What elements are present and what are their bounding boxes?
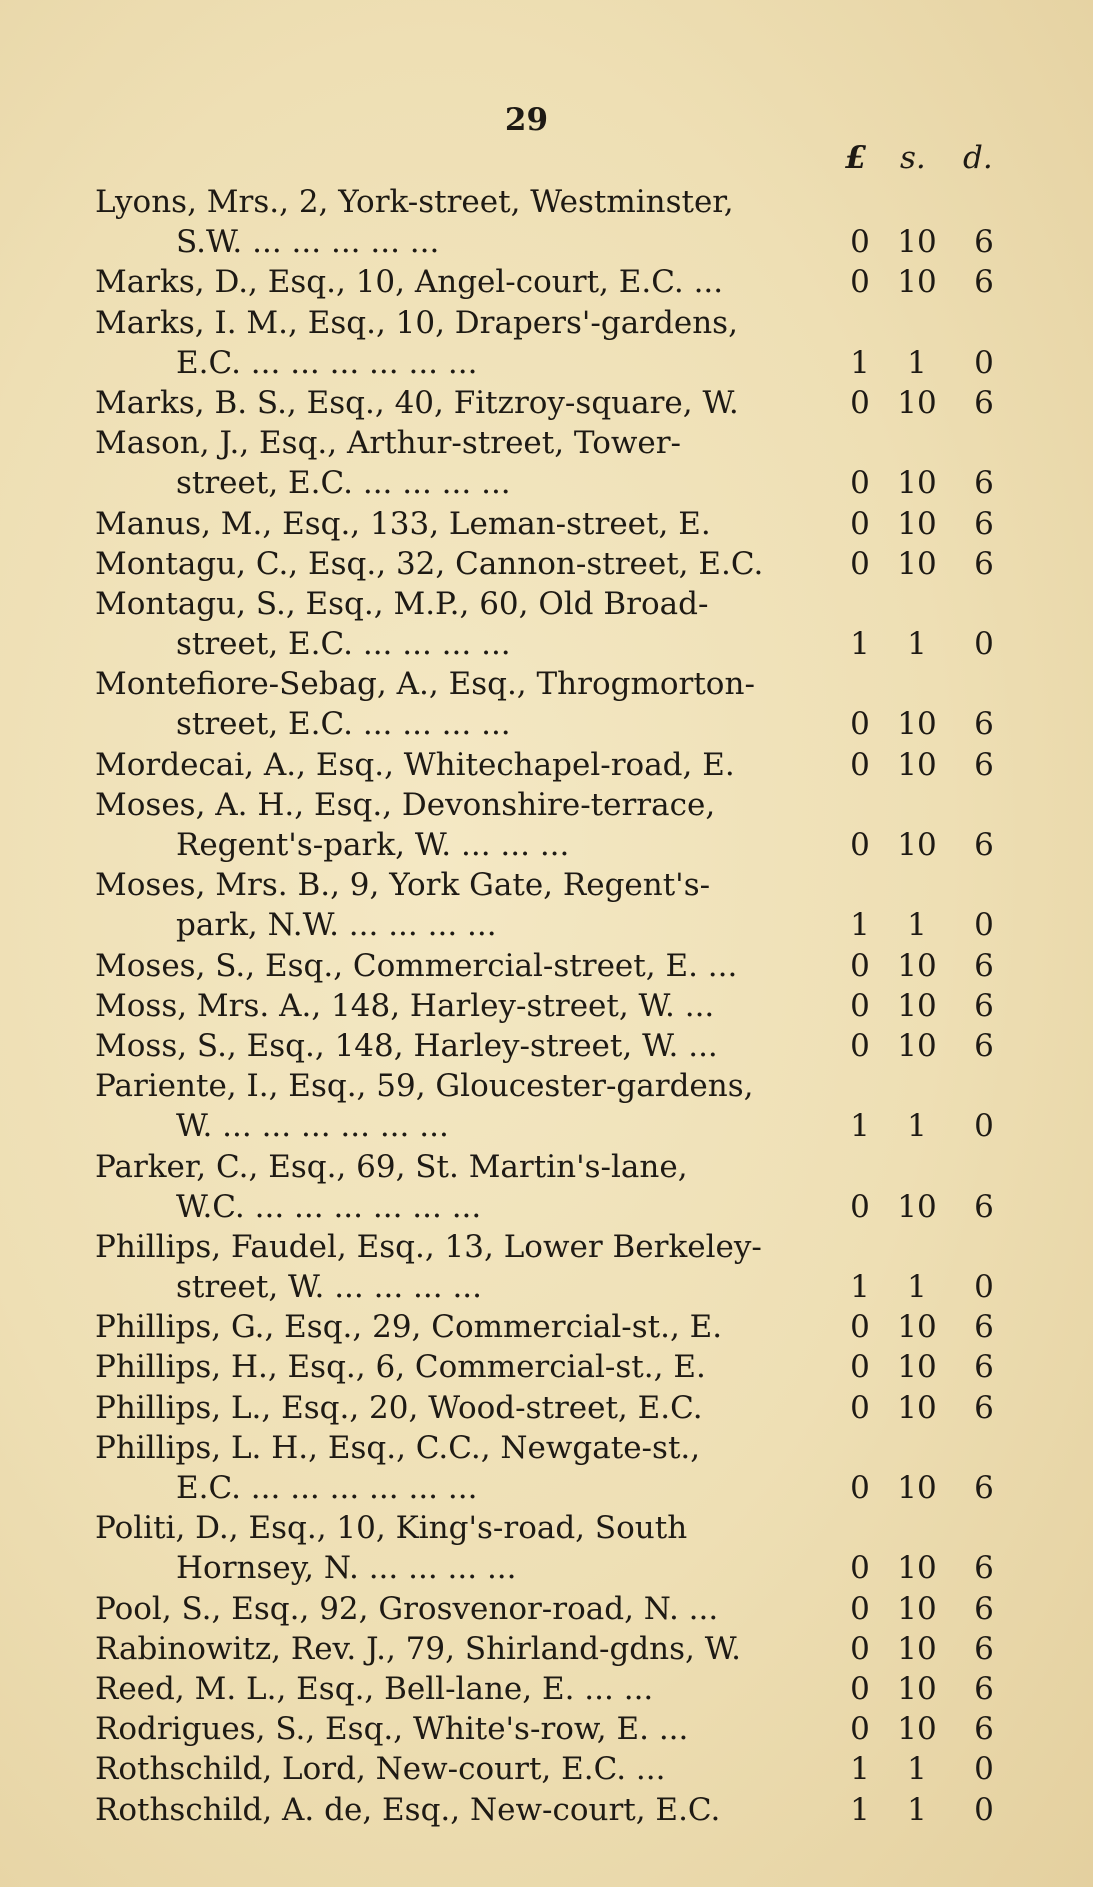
amount-pence: 6 xyxy=(974,1711,994,1748)
list-line xyxy=(0,1106,1093,1146)
amount-pounds: 0 xyxy=(850,706,870,743)
amount-pence: 6 xyxy=(974,505,994,542)
amount-pence: 6 xyxy=(974,1550,994,1587)
amount-shillings: 10 xyxy=(897,987,937,1024)
amount-pence: 6 xyxy=(974,264,994,301)
amount-pence: 0 xyxy=(974,1269,994,1306)
page-number: 29 xyxy=(504,102,549,138)
entry-text: street, E.C. ... ... ... ... xyxy=(176,706,511,743)
amount-pounds: 0 xyxy=(850,827,870,863)
list-line xyxy=(0,423,1093,463)
list-line xyxy=(0,1307,1093,1347)
list-line xyxy=(0,504,1093,544)
entry-text: Hornsey, N. ... ... ... ... xyxy=(176,1550,517,1587)
amount-pence: 6 xyxy=(974,1188,994,1225)
list-line xyxy=(0,1548,1093,1588)
amount-pounds: 0 xyxy=(850,1590,870,1627)
list-line xyxy=(0,745,1093,785)
amount-shillings: 10 xyxy=(897,706,937,743)
entry-text: W. ... ... ... ... ... ... xyxy=(176,1108,449,1145)
amount-pounds: 1 xyxy=(850,626,870,663)
list-line xyxy=(0,182,1093,222)
amount-pence: 6 xyxy=(974,1630,994,1667)
entry-text: Moses, S., Esq., Commercial-street, E. ... xyxy=(95,947,738,984)
amount-shillings: 1 xyxy=(907,907,927,944)
entry-text: Phillips, G., Esq., 29, Commercial-st., E. xyxy=(95,1309,723,1346)
amount-pence: 6 xyxy=(974,1470,994,1506)
list-line xyxy=(0,865,1093,905)
amount-pence: 0 xyxy=(974,626,994,663)
entry-text: Reed, M. L., Esq., Bell-lane, E. ... ... xyxy=(95,1670,654,1707)
entry-text: park, N.W. ... ... ... ... xyxy=(176,907,497,944)
amount-shillings: 10 xyxy=(897,1027,937,1064)
amount-pence: 0 xyxy=(974,1108,994,1145)
amount-shillings: 10 xyxy=(897,746,937,783)
amount-shillings: 10 xyxy=(897,1711,937,1748)
entry-text: Rothschild, Lord, New-court, E.C. ... xyxy=(95,1751,666,1788)
amount-pounds: 0 xyxy=(850,264,870,301)
amount-shillings: 1 xyxy=(907,626,927,663)
entry-text: Regent's-park, W. ... ... ... xyxy=(176,827,570,863)
list-line xyxy=(0,664,1093,704)
amount-pence: 0 xyxy=(974,1791,994,1828)
subscription-list xyxy=(0,182,1093,1830)
amount-pence: 6 xyxy=(974,465,994,502)
amount-pounds: 0 xyxy=(850,1027,870,1064)
entry-text: street, E.C. ... ... ... ... xyxy=(176,465,511,502)
entry-text: W.C. ... ... ... ... ... ... xyxy=(176,1188,482,1225)
entry-text: Pool, S., Esq., 92, Grosvenor-road, N. ... xyxy=(95,1590,719,1627)
list-line xyxy=(0,986,1093,1026)
amount-shillings: 1 xyxy=(907,1751,927,1788)
entry-text: Montefiore-Sebag, A., Esq., Throgmorton- xyxy=(95,666,755,703)
entry-text: Moss, Mrs. A., 148, Harley-street, W. ... xyxy=(95,987,715,1024)
list-line xyxy=(0,1147,1093,1187)
amount-pounds: 0 xyxy=(850,505,870,542)
list-line xyxy=(0,1066,1093,1106)
list-line xyxy=(0,1428,1093,1468)
amount-shillings: 10 xyxy=(897,465,937,502)
list-line xyxy=(0,946,1093,986)
entry-text: Marks, B. S., Esq., 40, Fitzroy-square, W. xyxy=(95,384,739,421)
amount-shillings: 10 xyxy=(897,1309,937,1346)
amount-pounds: 0 xyxy=(850,1389,870,1426)
amount-pounds: 1 xyxy=(850,1108,870,1145)
amount-pounds: 1 xyxy=(850,907,870,944)
amount-shillings: 10 xyxy=(897,1349,937,1386)
amount-pence: 6 xyxy=(974,947,994,984)
amount-shillings: 10 xyxy=(897,947,937,984)
entry-text: Lyons, Mrs., 2, York-street, Westminster, xyxy=(95,184,734,220)
entry-text: Rothschild, A. de, Esq., New-court, E.C. xyxy=(95,1791,721,1828)
entry-text: Marks, I. M., Esq., 10, Drapers'-gardens, xyxy=(95,304,738,341)
amount-pence: 0 xyxy=(974,1751,994,1788)
amount-pence: 6 xyxy=(974,545,994,582)
entry-text: E.C. ... ... ... ... ... ... xyxy=(176,344,478,381)
amount-pounds: 1 xyxy=(850,1791,870,1828)
amount-shillings: 10 xyxy=(897,224,937,261)
list-line xyxy=(0,303,1093,343)
amount-shillings: 10 xyxy=(897,1670,937,1707)
entry-text: Montagu, C., Esq., 32, Cannon-street, E.C. xyxy=(95,545,764,582)
entry-text: Montagu, S., Esq., M.P., 60, Old Broad- xyxy=(95,585,709,622)
amount-pounds: 1 xyxy=(850,344,870,381)
entry-text: street, E.C. ... ... ... ... xyxy=(176,626,511,663)
list-line xyxy=(0,1267,1093,1307)
entry-text: Pariente, I., Esq., 59, Gloucester-gardens, xyxy=(95,1068,754,1105)
list-line xyxy=(0,1468,1093,1508)
column-header-pence: d. xyxy=(963,140,993,176)
list-line xyxy=(0,1187,1093,1227)
amount-shillings: 10 xyxy=(897,827,937,863)
amount-shillings: 10 xyxy=(897,1389,937,1426)
column-header-shillings: s. xyxy=(900,140,926,176)
list-line xyxy=(0,544,1093,584)
amount-pence: 6 xyxy=(974,746,994,783)
list-line xyxy=(0,1227,1093,1267)
list-line xyxy=(0,704,1093,744)
entry-text: street, W. ... ... ... ... xyxy=(176,1269,483,1306)
amount-pence: 6 xyxy=(974,1389,994,1426)
amount-shillings: 10 xyxy=(897,1630,937,1667)
amount-pounds: 0 xyxy=(850,545,870,582)
amount-pence: 6 xyxy=(974,1670,994,1707)
amount-pounds: 0 xyxy=(850,1550,870,1587)
amount-pence: 6 xyxy=(974,384,994,421)
amount-shillings: 10 xyxy=(897,1550,937,1587)
entry-text: Moss, S., Esq., 148, Harley-street, W. ... xyxy=(95,1027,718,1064)
amount-pence: 6 xyxy=(974,987,994,1024)
list-line xyxy=(0,1749,1093,1789)
amount-pence: 6 xyxy=(974,1349,994,1386)
amount-pounds: 0 xyxy=(850,1670,870,1707)
amount-pounds: 0 xyxy=(850,384,870,421)
amount-pounds: 0 xyxy=(850,947,870,984)
entry-text: Marks, D., Esq., 10, Angel-court, E.C. ... xyxy=(95,264,724,301)
entry-text: Phillips, L., Esq., 20, Wood-street, E.C. xyxy=(95,1389,703,1426)
entry-text: S.W. ... ... ... ... ... xyxy=(176,224,440,261)
amount-pence: 6 xyxy=(974,706,994,743)
list-line xyxy=(0,262,1093,302)
amount-pounds: 0 xyxy=(850,1630,870,1667)
entry-text: Moses, Mrs. B., 9, York Gate, Regent's- xyxy=(95,867,711,904)
amount-pounds: 0 xyxy=(850,987,870,1024)
entry-text: Politi, D., Esq., 10, King's-road, South xyxy=(95,1510,688,1547)
list-line xyxy=(0,1026,1093,1066)
amount-pounds: 0 xyxy=(850,1309,870,1346)
entry-text: Rodrigues, S., Esq., White's-row, E. ... xyxy=(95,1711,689,1748)
column-header-pounds: £ xyxy=(845,140,867,176)
amount-pounds: 1 xyxy=(850,1751,870,1788)
list-line xyxy=(0,1388,1093,1428)
list-line xyxy=(0,1508,1093,1548)
list-line xyxy=(0,383,1093,423)
amount-pounds: 0 xyxy=(850,1188,870,1225)
amount-pence: 0 xyxy=(974,907,994,944)
amount-pounds: 1 xyxy=(850,1269,870,1306)
entry-text: Parker, C., Esq., 69, St. Martin's-lane, xyxy=(95,1148,688,1185)
amount-pence: 6 xyxy=(974,1309,994,1346)
amount-shillings: 1 xyxy=(907,1791,927,1828)
entry-text: Phillips, Faudel, Esq., 13, Lower Berkeley- xyxy=(95,1228,762,1265)
entry-text: E.C. ... ... ... ... ... ... xyxy=(176,1470,478,1506)
entry-text: Manus, M., Esq., 133, Leman-street, E. xyxy=(95,505,711,542)
amount-shillings: 10 xyxy=(897,545,937,582)
amount-shillings: 1 xyxy=(907,1269,927,1306)
list-line xyxy=(0,624,1093,664)
entry-text: Phillips, L. H., Esq., C.C., Newgate-st., xyxy=(95,1429,701,1466)
amount-shillings: 10 xyxy=(897,1590,937,1627)
list-line xyxy=(0,1347,1093,1387)
list-line xyxy=(0,905,1093,945)
amount-shillings: 10 xyxy=(897,1470,937,1506)
amount-pounds: 0 xyxy=(850,746,870,783)
amount-pence: 6 xyxy=(974,1027,994,1064)
entry-text: Rabinowitz, Rev. J., 79, Shirland-gdns, W. xyxy=(95,1630,742,1667)
entry-text: Mordecai, A., Esq., Whitechapel-road, E. xyxy=(95,746,735,783)
list-line xyxy=(0,1629,1093,1669)
amount-pounds: 0 xyxy=(850,465,870,502)
list-line xyxy=(0,463,1093,503)
amount-pounds: 0 xyxy=(850,1470,870,1506)
amount-shillings: 10 xyxy=(897,264,937,301)
list-line xyxy=(0,343,1093,383)
amount-pence: 6 xyxy=(974,827,994,863)
amount-pounds: 0 xyxy=(850,1349,870,1386)
list-line xyxy=(0,1790,1093,1830)
list-line xyxy=(0,825,1093,865)
list-line xyxy=(0,1709,1093,1749)
entry-text: Moses, A. H., Esq., Devonshire-terrace, xyxy=(95,786,716,823)
amount-pence: 6 xyxy=(974,224,994,261)
amount-pounds: 0 xyxy=(850,1711,870,1748)
amount-pence: 0 xyxy=(974,344,994,381)
list-line xyxy=(0,584,1093,624)
amount-shillings: 1 xyxy=(907,344,927,381)
list-line xyxy=(0,785,1093,825)
list-line xyxy=(0,1669,1093,1709)
amount-shillings: 1 xyxy=(907,1108,927,1145)
entry-text: Mason, J., Esq., Arthur-street, Tower- xyxy=(95,425,682,462)
amount-pounds: 0 xyxy=(850,224,870,261)
amount-shillings: 10 xyxy=(897,505,937,542)
amount-shillings: 10 xyxy=(897,384,937,421)
entry-text: Phillips, H., Esq., 6, Commercial-st., E. xyxy=(95,1349,706,1386)
amount-pence: 6 xyxy=(974,1590,994,1627)
list-line xyxy=(0,222,1093,262)
list-line xyxy=(0,1589,1093,1629)
amount-shillings: 10 xyxy=(897,1188,937,1225)
